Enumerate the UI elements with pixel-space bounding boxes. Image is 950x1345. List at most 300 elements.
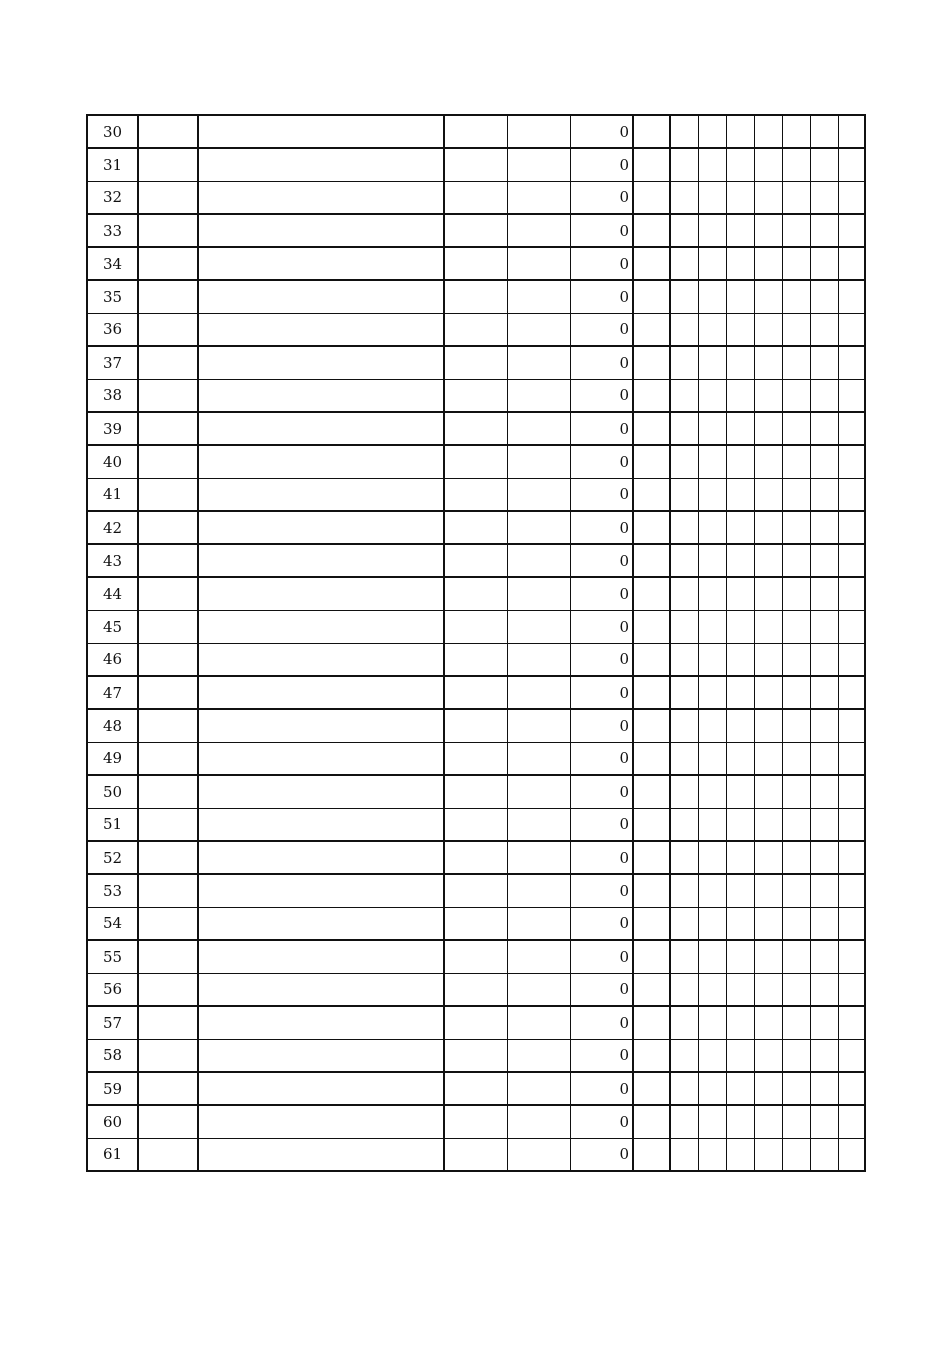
empty-cell xyxy=(754,379,782,412)
empty-cell xyxy=(633,148,670,181)
row-number: 36 xyxy=(87,313,138,346)
empty-cell xyxy=(782,412,810,445)
table-row xyxy=(87,247,865,280)
empty-cell xyxy=(754,1072,782,1105)
empty-cell xyxy=(698,346,726,379)
table-row xyxy=(87,478,865,511)
empty-cell xyxy=(670,1039,698,1072)
empty-cell xyxy=(444,478,507,511)
empty-cell xyxy=(810,610,838,643)
empty-cell xyxy=(754,478,782,511)
empty-cell xyxy=(782,511,810,544)
empty-cell xyxy=(198,379,444,412)
empty-cell xyxy=(198,1006,444,1039)
empty-cell xyxy=(138,346,198,379)
empty-cell xyxy=(754,544,782,577)
empty-cell xyxy=(138,940,198,973)
empty-cell xyxy=(444,313,507,346)
table-row xyxy=(87,907,865,940)
empty-cell xyxy=(726,148,754,181)
empty-cell xyxy=(444,643,507,676)
table-row xyxy=(87,1105,865,1138)
empty-cell xyxy=(838,1039,865,1072)
empty-cell xyxy=(838,478,865,511)
empty-cell xyxy=(138,676,198,709)
empty-cell xyxy=(754,973,782,1006)
empty-cell xyxy=(138,907,198,940)
empty-cell xyxy=(198,841,444,874)
empty-cell xyxy=(138,280,198,313)
empty-cell xyxy=(507,1105,570,1138)
empty-cell xyxy=(726,247,754,280)
empty-cell xyxy=(782,544,810,577)
empty-cell xyxy=(507,115,570,148)
empty-cell xyxy=(444,412,507,445)
empty-cell xyxy=(726,940,754,973)
empty-cell xyxy=(838,1006,865,1039)
empty-cell xyxy=(198,181,444,214)
row-number: 56 xyxy=(87,973,138,1006)
empty-cell xyxy=(754,742,782,775)
empty-cell xyxy=(754,676,782,709)
row-number: 52 xyxy=(87,841,138,874)
empty-cell xyxy=(754,1138,782,1171)
empty-cell xyxy=(138,1006,198,1039)
row-number: 39 xyxy=(87,412,138,445)
empty-cell xyxy=(726,511,754,544)
empty-cell xyxy=(198,1105,444,1138)
empty-cell xyxy=(754,940,782,973)
empty-cell xyxy=(838,313,865,346)
empty-cell xyxy=(782,610,810,643)
empty-cell xyxy=(810,445,838,478)
empty-cell xyxy=(198,775,444,808)
empty-cell xyxy=(838,445,865,478)
empty-cell xyxy=(670,1105,698,1138)
empty-cell xyxy=(698,412,726,445)
empty-cell xyxy=(507,874,570,907)
empty-cell xyxy=(670,511,698,544)
empty-cell xyxy=(444,115,507,148)
table-row xyxy=(87,973,865,1006)
empty-cell xyxy=(698,181,726,214)
empty-cell xyxy=(198,544,444,577)
empty-cell xyxy=(633,511,670,544)
empty-cell xyxy=(444,346,507,379)
empty-cell xyxy=(444,775,507,808)
empty-cell xyxy=(507,1039,570,1072)
row-amount: 0 xyxy=(570,412,633,445)
empty-cell xyxy=(754,1006,782,1039)
empty-cell xyxy=(507,511,570,544)
empty-cell xyxy=(633,544,670,577)
empty-cell xyxy=(726,478,754,511)
empty-cell xyxy=(507,709,570,742)
empty-cell xyxy=(198,478,444,511)
row-number: 53 xyxy=(87,874,138,907)
table-row xyxy=(87,313,865,346)
row-number: 50 xyxy=(87,775,138,808)
empty-cell xyxy=(698,313,726,346)
empty-cell xyxy=(633,379,670,412)
empty-cell xyxy=(782,214,810,247)
empty-cell xyxy=(838,346,865,379)
empty-cell xyxy=(633,643,670,676)
empty-cell xyxy=(670,181,698,214)
empty-cell xyxy=(198,610,444,643)
row-amount: 0 xyxy=(570,511,633,544)
empty-cell xyxy=(698,940,726,973)
table-row xyxy=(87,775,865,808)
empty-cell xyxy=(838,511,865,544)
empty-cell xyxy=(838,973,865,1006)
empty-cell xyxy=(444,1138,507,1171)
empty-cell xyxy=(198,907,444,940)
empty-cell xyxy=(782,346,810,379)
table-row xyxy=(87,1138,865,1171)
empty-cell xyxy=(726,1072,754,1105)
empty-cell xyxy=(726,808,754,841)
empty-cell xyxy=(754,115,782,148)
empty-cell xyxy=(507,907,570,940)
empty-cell xyxy=(754,709,782,742)
empty-cell xyxy=(633,610,670,643)
empty-cell xyxy=(782,1039,810,1072)
table-row xyxy=(87,346,865,379)
row-amount: 0 xyxy=(570,280,633,313)
empty-cell xyxy=(670,1006,698,1039)
empty-cell xyxy=(138,973,198,1006)
empty-cell xyxy=(633,280,670,313)
empty-cell xyxy=(138,775,198,808)
empty-cell xyxy=(198,940,444,973)
empty-cell xyxy=(198,808,444,841)
empty-cell xyxy=(138,1138,198,1171)
empty-cell xyxy=(507,544,570,577)
empty-cell xyxy=(782,148,810,181)
row-amount: 0 xyxy=(570,973,633,1006)
empty-cell xyxy=(782,907,810,940)
empty-cell xyxy=(633,313,670,346)
empty-cell xyxy=(698,643,726,676)
row-amount: 0 xyxy=(570,1105,633,1138)
row-number: 48 xyxy=(87,709,138,742)
empty-cell xyxy=(698,874,726,907)
empty-cell xyxy=(838,1105,865,1138)
empty-cell xyxy=(670,973,698,1006)
empty-cell xyxy=(726,775,754,808)
empty-cell xyxy=(670,544,698,577)
table-row xyxy=(87,1072,865,1105)
empty-cell xyxy=(838,775,865,808)
empty-cell xyxy=(138,643,198,676)
empty-cell xyxy=(810,247,838,280)
empty-cell xyxy=(782,445,810,478)
empty-cell xyxy=(138,610,198,643)
row-number: 54 xyxy=(87,907,138,940)
ledger-body xyxy=(87,115,865,1171)
empty-cell xyxy=(810,907,838,940)
row-amount: 0 xyxy=(570,874,633,907)
empty-cell xyxy=(698,1105,726,1138)
row-number: 61 xyxy=(87,1138,138,1171)
row-amount: 0 xyxy=(570,1138,633,1171)
empty-cell xyxy=(782,709,810,742)
empty-cell xyxy=(633,247,670,280)
table-row xyxy=(87,1006,865,1039)
table-row xyxy=(87,214,865,247)
empty-cell xyxy=(782,181,810,214)
empty-cell xyxy=(754,148,782,181)
empty-cell xyxy=(698,808,726,841)
empty-cell xyxy=(782,973,810,1006)
empty-cell xyxy=(444,445,507,478)
row-number: 30 xyxy=(87,115,138,148)
empty-cell xyxy=(782,1105,810,1138)
table-row xyxy=(87,544,865,577)
table-row xyxy=(87,808,865,841)
empty-cell xyxy=(670,148,698,181)
empty-cell xyxy=(810,280,838,313)
empty-cell xyxy=(507,940,570,973)
empty-cell xyxy=(633,1138,670,1171)
empty-cell xyxy=(670,874,698,907)
row-amount: 0 xyxy=(570,940,633,973)
empty-cell xyxy=(810,973,838,1006)
empty-cell xyxy=(444,379,507,412)
empty-cell xyxy=(138,544,198,577)
empty-cell xyxy=(698,511,726,544)
empty-cell xyxy=(782,280,810,313)
row-amount: 0 xyxy=(570,643,633,676)
table-row xyxy=(87,511,865,544)
row-number: 32 xyxy=(87,181,138,214)
empty-cell xyxy=(698,709,726,742)
empty-cell xyxy=(838,709,865,742)
empty-cell xyxy=(670,808,698,841)
row-amount: 0 xyxy=(570,247,633,280)
empty-cell xyxy=(633,940,670,973)
table-row xyxy=(87,379,865,412)
empty-cell xyxy=(198,346,444,379)
empty-cell xyxy=(633,775,670,808)
empty-cell xyxy=(198,280,444,313)
empty-cell xyxy=(633,412,670,445)
empty-cell xyxy=(670,1072,698,1105)
empty-cell xyxy=(198,874,444,907)
empty-cell xyxy=(726,544,754,577)
empty-cell xyxy=(633,973,670,1006)
empty-cell xyxy=(138,709,198,742)
empty-cell xyxy=(838,874,865,907)
empty-cell xyxy=(507,181,570,214)
empty-cell xyxy=(698,1072,726,1105)
table-row xyxy=(87,610,865,643)
row-number: 40 xyxy=(87,445,138,478)
empty-cell xyxy=(698,379,726,412)
empty-cell xyxy=(782,676,810,709)
empty-cell xyxy=(810,940,838,973)
empty-cell xyxy=(726,1039,754,1072)
empty-cell xyxy=(507,148,570,181)
empty-cell xyxy=(726,115,754,148)
row-amount: 0 xyxy=(570,907,633,940)
ledger-table xyxy=(86,114,866,1172)
empty-cell xyxy=(670,412,698,445)
row-amount: 0 xyxy=(570,313,633,346)
row-amount: 0 xyxy=(570,445,633,478)
empty-cell xyxy=(138,148,198,181)
empty-cell xyxy=(507,610,570,643)
empty-cell xyxy=(670,775,698,808)
empty-cell xyxy=(670,214,698,247)
empty-cell xyxy=(444,280,507,313)
empty-cell xyxy=(810,1006,838,1039)
table-row xyxy=(87,577,865,610)
empty-cell xyxy=(754,445,782,478)
table-row xyxy=(87,115,865,148)
row-amount: 0 xyxy=(570,1006,633,1039)
empty-cell xyxy=(698,1138,726,1171)
row-amount: 0 xyxy=(570,577,633,610)
empty-cell xyxy=(810,379,838,412)
empty-cell xyxy=(138,214,198,247)
empty-cell xyxy=(507,280,570,313)
empty-cell xyxy=(138,445,198,478)
empty-cell xyxy=(698,907,726,940)
empty-cell xyxy=(444,808,507,841)
empty-cell xyxy=(782,1006,810,1039)
row-number: 46 xyxy=(87,643,138,676)
empty-cell xyxy=(198,709,444,742)
row-amount: 0 xyxy=(570,346,633,379)
empty-cell xyxy=(810,643,838,676)
empty-cell xyxy=(698,841,726,874)
empty-cell xyxy=(754,280,782,313)
empty-cell xyxy=(838,577,865,610)
empty-cell xyxy=(726,643,754,676)
empty-cell xyxy=(698,742,726,775)
empty-cell xyxy=(138,577,198,610)
empty-cell xyxy=(507,643,570,676)
empty-cell xyxy=(633,676,670,709)
empty-cell xyxy=(633,115,670,148)
empty-cell xyxy=(444,940,507,973)
empty-cell xyxy=(810,775,838,808)
empty-cell xyxy=(198,412,444,445)
row-amount: 0 xyxy=(570,148,633,181)
empty-cell xyxy=(754,1105,782,1138)
row-number: 37 xyxy=(87,346,138,379)
empty-cell xyxy=(138,412,198,445)
empty-cell xyxy=(754,1039,782,1072)
empty-cell xyxy=(754,577,782,610)
empty-cell xyxy=(507,379,570,412)
empty-cell xyxy=(726,973,754,1006)
empty-cell xyxy=(198,1072,444,1105)
empty-cell xyxy=(726,874,754,907)
empty-cell xyxy=(633,577,670,610)
empty-cell xyxy=(698,280,726,313)
empty-cell xyxy=(198,577,444,610)
empty-cell xyxy=(670,247,698,280)
empty-cell xyxy=(810,181,838,214)
empty-cell xyxy=(633,346,670,379)
table-row xyxy=(87,148,865,181)
empty-cell xyxy=(507,676,570,709)
empty-cell xyxy=(138,478,198,511)
empty-cell xyxy=(810,808,838,841)
empty-cell xyxy=(444,1039,507,1072)
empty-cell xyxy=(726,346,754,379)
empty-cell xyxy=(633,214,670,247)
empty-cell xyxy=(754,610,782,643)
table-row xyxy=(87,412,865,445)
empty-cell xyxy=(838,676,865,709)
empty-cell xyxy=(810,115,838,148)
empty-cell xyxy=(138,115,198,148)
empty-cell xyxy=(444,511,507,544)
empty-cell xyxy=(198,148,444,181)
empty-cell xyxy=(507,841,570,874)
empty-cell xyxy=(782,808,810,841)
empty-cell xyxy=(838,940,865,973)
empty-cell xyxy=(507,346,570,379)
empty-cell xyxy=(726,379,754,412)
row-amount: 0 xyxy=(570,115,633,148)
empty-cell xyxy=(698,445,726,478)
empty-cell xyxy=(810,841,838,874)
row-number: 38 xyxy=(87,379,138,412)
empty-cell xyxy=(810,544,838,577)
empty-cell xyxy=(633,1072,670,1105)
empty-cell xyxy=(507,775,570,808)
empty-cell xyxy=(838,181,865,214)
empty-cell xyxy=(754,346,782,379)
empty-cell xyxy=(810,346,838,379)
empty-cell xyxy=(138,742,198,775)
empty-cell xyxy=(633,181,670,214)
empty-cell xyxy=(726,610,754,643)
empty-cell xyxy=(838,379,865,412)
empty-cell xyxy=(444,577,507,610)
empty-cell xyxy=(810,412,838,445)
empty-cell xyxy=(838,280,865,313)
row-number: 51 xyxy=(87,808,138,841)
empty-cell xyxy=(726,313,754,346)
empty-cell xyxy=(782,115,810,148)
empty-cell xyxy=(444,610,507,643)
empty-cell xyxy=(726,841,754,874)
empty-cell xyxy=(754,511,782,544)
empty-cell xyxy=(782,313,810,346)
empty-cell xyxy=(633,445,670,478)
table-row xyxy=(87,940,865,973)
empty-cell xyxy=(670,676,698,709)
row-amount: 0 xyxy=(570,676,633,709)
empty-cell xyxy=(444,214,507,247)
empty-cell xyxy=(198,1138,444,1171)
empty-cell xyxy=(444,181,507,214)
empty-cell xyxy=(782,775,810,808)
empty-cell xyxy=(633,874,670,907)
empty-cell xyxy=(726,214,754,247)
row-amount: 0 xyxy=(570,709,633,742)
empty-cell xyxy=(138,247,198,280)
empty-cell xyxy=(670,313,698,346)
empty-cell xyxy=(726,412,754,445)
empty-cell xyxy=(726,1138,754,1171)
